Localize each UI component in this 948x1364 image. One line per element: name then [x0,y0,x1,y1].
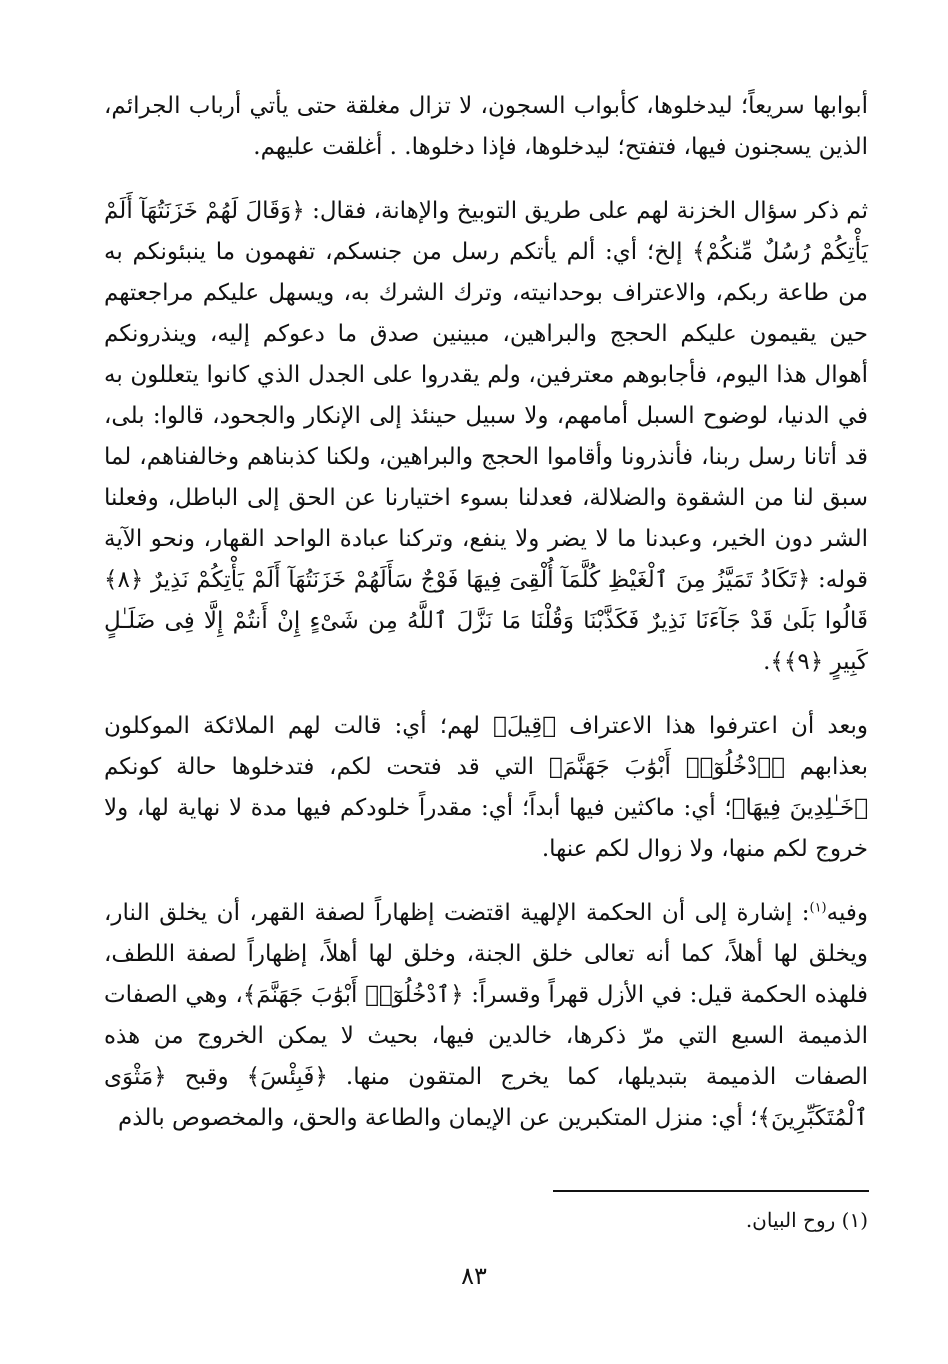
paragraph: وبعد أن اعترفوا هذا الاعتراف ﴿قِيلَ﴾ لهم؛ أي: قالت لهم الملائكة الموكلون بعذابهم ﴿ٱدْخُلُوٓا۟ أَبْوَٰبَ جَهَنَّمَ﴾ التي قد فتحت لكم، فتدخلوها حالة كونكم ﴿خَـٰلِدِينَ فِيهَا﴾؛ أي: ماكثين فيها أبداً؛ أي: مقدراً خلودكم فيها مدة لا نهاية لها، ولا خروج لكم منها، ولا زوال لكم عنها. [104,713,868,862]
main-text [104,86,868,1139]
footnote-reference[interactable]: (١) [809,900,827,916]
paragraph: أبوابها سريعاً؛ ليدخلوها، كأبواب السجون، لا تزال مغلقة حتى يأتي أرباب الجرائم، الذين يسجنون فيها، فتفتح؛ ليدخلوها، فإذا دخلوها. . أغلقت عليهم. [104,93,868,160]
paragraph-lead: وفيه [826,900,868,926]
paragraph [104,893,868,1139]
page-number: ٨٣ [461,1262,487,1290]
footnote: (١) روح البيان. [745,1208,868,1232]
footnote-divider [553,1190,869,1192]
paragraph: ثم ذكر سؤال الخزنة لهم على طريق التوبيخ والإهانة، فقال: ﴿وَقَالَ لَهُمْ خَزَنَتُهَآ أَلَمْ يَأْتِكُمْ رُسُلٌ مِّنكُمْ﴾ إلخ؛ أي: ألم يأتكم رسل من جنسكم، تفهمون ما ينبئونكم به من طاعة ربكم، والاعتراف بوحدانيته، وترك الشرك به، ويسهل عليكم مراجعتهم حين يقيمون عليكم الحجج والبراهين، مبينين صدق ما دعوكم إليه، وينذرونكم أهوال هذا اليوم، فأجابوهم معترفين، ولم يقدروا على الجدل الذي كانوا يتعللون به في الدنيا، لوضوح السبل أمامهم، ولا سبيل حينئذ إلى الإنكار والجحود، قالوا: بلى، قد أتانا رسل ربنا، فأنذرونا وأقاموا الحجج والبراهين، ولكنا كذبناهم وخالفناهم، لما سبق لنا من الشقوة والضلالة، فعدلنا بسوء اختيارنا عن الحق إلى الباطل، وفعلنا الشر دون الخير، وعبدنا ما لا يضر ولا ينفع، وتركنا عبادة الواحد القهار، ونحو الآية قوله: ﴿تَكَادُ تَمَيَّزُ مِنَ ٱلْغَيْظِ كُلَّمَآ أُلْقِىَ فِيهَا فَوْجٌ سَأَلَهُمْ خَزَنَتُهَآ أَلَمْ يَأْتِكُمْ نَذِيرٌ ﴿٨﴾ قَالُوا بَلَىٰ قَدْ جَآءَنَا نَذِيرٌ فَكَذَّبْنَا وَقُلْنَا مَا نَزَّلَ ٱللَّهُ مِن شَىْءٍ إِنْ أَنتُمْ إِلَّا فِى ضَلَـٰلٍ كَبِيرٍ ﴿٩﴾﴾. [104,198,868,675]
paragraph-text: : إشارة إلى أن الحكمة الإلهية اقتضت إظهاراً لصفة القهر، أن يخلق النار، ويخلق لها أهلاً، كما أنه تعالى خلق الجنة، وخلق لها أهلاً، إظهاراً لصفة اللطف، فلهذه الحكمة قيل: في الأزل قهراً وقسراً: ﴿ٱدْخُلُوٓا۟ أَبْوَٰبَ جَهَنَّمَ﴾، وهي الصفات الذميمة السبع التي مرّ ذكرها، خالدين فيها، بحيث لا يمكن الخروج من هذه الصفات الذميمة بتبديلها، كما يخرج المتقون منها. ﴿فَبِئْسَ﴾ وقبح ﴿مَثْوَى ٱلْمُتَكَبِّرِينَ﴾؛ أي: منزل المتكبرين عن الإيمان والطاعة والحق، والمخصوص بالذم [104,900,868,1131]
